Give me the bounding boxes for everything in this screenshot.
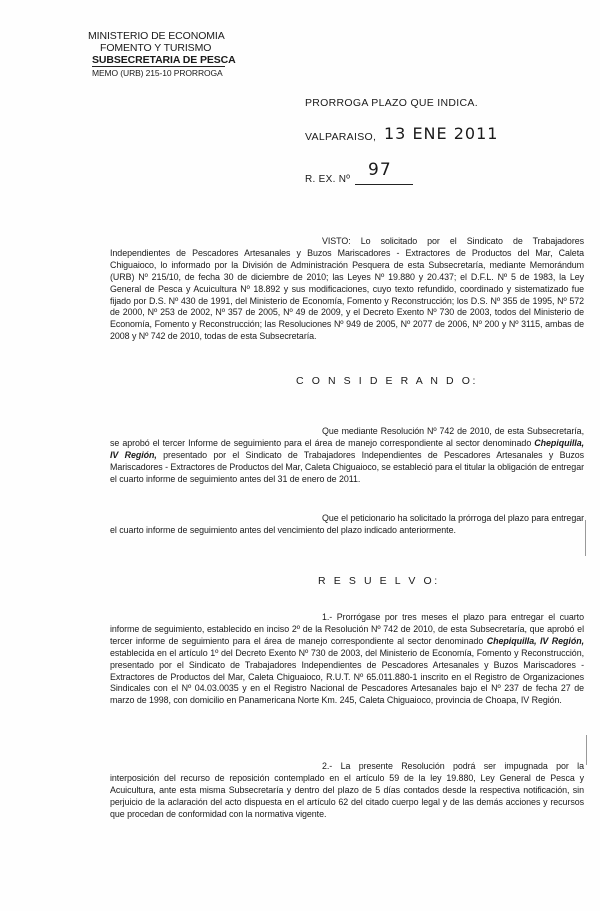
considerando-paragraph-1 <box>110 426 584 486</box>
rex-number: 97 <box>368 160 392 180</box>
header-memo: MEMO (URB) 215-10 PRORROGA <box>92 68 223 78</box>
considerando-p2: Que el peticionario ha solicitado la prórroga del plazo para entregar el cuarto informe de seguimiento antes del vencimiento del plazo indicado anteriormente. <box>110 513 584 535</box>
resuelvo-p1-start: 1.- Prorrógase por tres meses el plazo para entregar el cuarto informe de seguimiento, establecido en inciso 2º de la Resolución Nº 742 de 2010, de esta Subsecretaría, que aprobó el tercer informe de seguimiento para el área de manejo correspondiente al sector denominado <box>110 612 584 646</box>
resuelvo-paragraph-1 <box>110 612 584 707</box>
considerando-p1-end: presentado por el Sindicato de Trabajadores Independientes de Pescadores Artesanales y Buzos Mariscadores - Extractores de Productos del Mar, Caleta Chiguaioco, se estableció para el titular la obligación de entregar el cuarto informe de seguimiento antes del 31 de enero de 2011. <box>110 449 584 484</box>
visto-paragraph <box>110 236 584 343</box>
considerando-p1-sector: Chepiquilla, IV Región, <box>110 437 584 460</box>
scan-edge-mark <box>585 520 586 556</box>
header-ministry-sub: FOMENTO Y TURISMO <box>100 42 212 54</box>
scan-edge-mark <box>586 735 587 765</box>
rex-label: R. EX. Nº <box>305 174 351 185</box>
date-stamp: 13 ENE 2011 <box>384 124 499 143</box>
place-label: VALPARAISO, <box>305 131 377 143</box>
header-subsecretaria: SUBSECRETARIA DE PESCA <box>92 54 236 66</box>
resuelvo-p1-end: establecida en el artículo 1º del Decreto Exento Nº 730 de 2003, del Ministerio de Economía, Fomento y Reconstrucción, presentado por el Sindicato de Trabajadores Independientes de Pescadores Artesanales y Buzos Mariscadores - Extractores de Productos del Mar, Caleta Chiguaioco, R.U.T. Nº 65.011.880-1 inscrito en el Registro de Organizaciones Sindicales con el Nº 04.03.0035 y en el Registro Nacional de Pescadores Artesanales bajo el Nº 237 de fecha 27 de marzo de 1998, con domicilio en Panamericana Norte Km. 245, Caleta Chiguaioco, provincia de Choapa, IV Región. <box>110 647 584 706</box>
considerando-paragraph-2 <box>110 513 584 537</box>
resuelvo-p1-sector: Chepiquilla, IV Región, <box>486 635 584 646</box>
header-underline <box>92 66 225 67</box>
considerando-heading: C O N S I D E R A N D O: <box>296 375 479 387</box>
visto-lead: VISTO: <box>322 236 351 246</box>
visto-text: Lo solicitado por el Sindicato de Trabajadores Independientes de Pescadores Artesanales y Buzos Mariscadores - Extractores de Productos del Mar, Caleta Chiguaioco, lo informado por la División de Administración Pesquera de esta Subsecretaría, mediante Memorándum (URB) Nº 215/10, de fecha 30 de diciembre de 2010; las Leyes Nº 19.880 y 20.437; el D.F.L. Nº 5 de 1983, la Ley General de Pesca y Acuicultura Nº 18.892 y sus modificaciones, cuyo texto refundido, coordinado y sistematizado fue fijado por D.S. Nº 430 de 1991, del Ministerio de Economía, Fomento y Reconstrucción; los D.S. Nº 355 de 1995, Nº 572 de 2000, Nº 253 de 2002, Nº 357 de 2005, Nº 49 de 2009, y el Decreto Exento Nº 730 de 2003, todos del Ministerio de Economía, Fomento y Reconstrucción; las Resoluciones Nº 949 de 2005, Nº 2077 de 2006, Nº 200 y Nº 3115, ambas de 2008 y Nº 742 de 2010, todas de esta Subsecretaría. <box>110 236 584 342</box>
header-ministry: MINISTERIO DE ECONOMIA <box>88 30 225 42</box>
rex-number-underline <box>355 184 413 185</box>
resuelvo-heading: R E S U E L V O: <box>318 575 440 587</box>
resuelvo-paragraph-2 <box>110 761 584 821</box>
document-subject: PRORROGA PLAZO QUE INDICA. <box>305 97 478 109</box>
considerando-p1-start: Que mediante Resolución Nº 742 de 2010, de esta Subsecretaría, se aprobó el tercer Informe de seguimiento para el área de manejo correspondiente al sector denominado <box>110 426 584 448</box>
resuelvo-p2: 2.- La presente Resolución podrá ser impugnada por la interposición del recurso de reposición contemplado en el artículo 59 de la ley 19.880, Ley General de Pesca y Acuicultura, ante esta misma Subsecretaría y dentro del plazo de 5 días contados desde la respectiva notificación, sin perjuicio de la aclaración del acto dispuesta en el artículo 62 del citado cuerpo legal y de las demás acciones y recursos que procedan de conformidad con la normativa vigente. <box>110 761 584 819</box>
